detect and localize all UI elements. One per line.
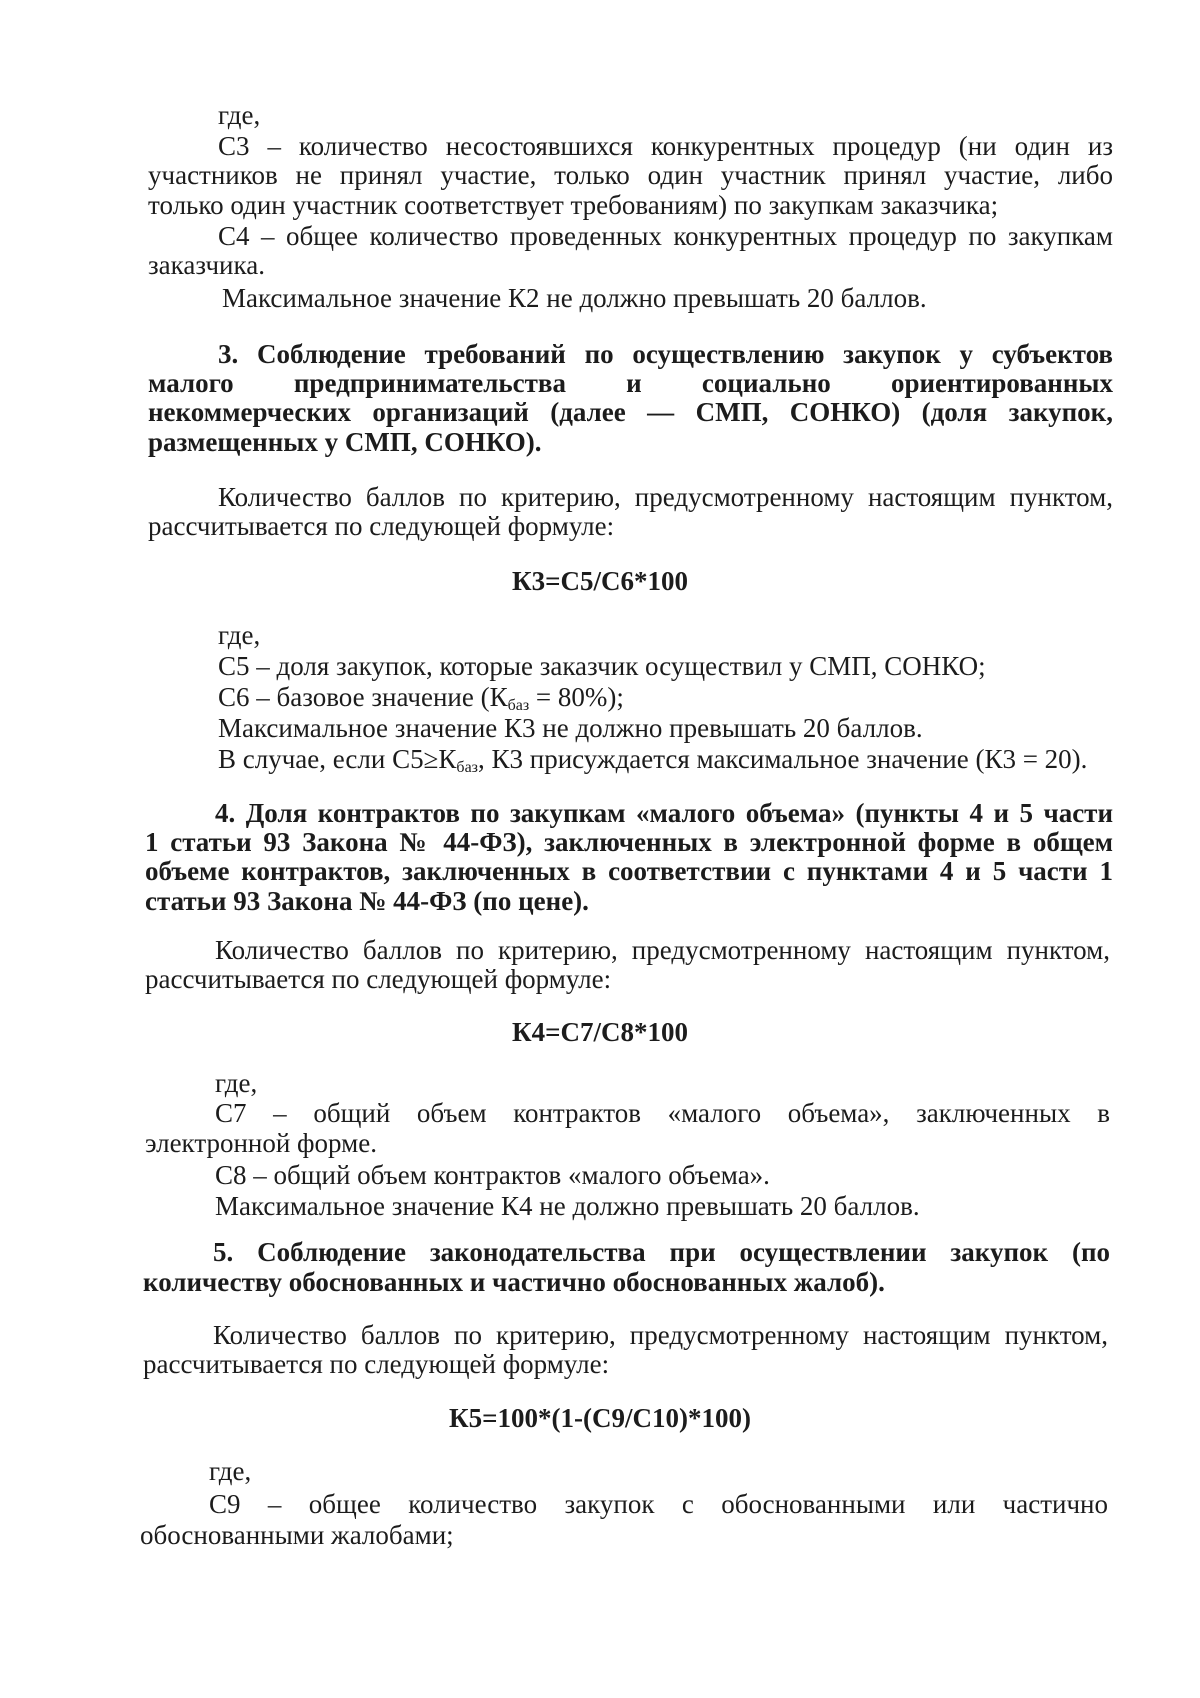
section-3-heading: некоммерческих организаций (далее — СМП, СОНКО) (доля закупок, <box>148 397 1113 427</box>
section-4-heading: статьи 93 Закона № 44-ФЗ (по цене). <box>145 886 589 916</box>
formula-k5: К5=100*(1-(С9/С10)*100) <box>449 1403 751 1433</box>
section-3-heading: 3. Соблюдение требований по осуществлению закупок у субъектов <box>218 339 1113 369</box>
text-segment: В случае, если С5≥К <box>218 744 457 774</box>
text-line <box>218 682 624 712</box>
text-line: С4 – общее количество проведенных конкурентных процедур по закупкам <box>218 221 1113 251</box>
formula-k4: К4=С7/С8*100 <box>512 1017 688 1047</box>
text-segment: С6 – базовое значение (К <box>218 682 508 712</box>
subscript: баз <box>507 697 530 714</box>
section-3-heading: малого предпринимательства и социально ориентированных <box>148 368 1113 398</box>
paragraph-line: рассчитывается по следующей формуле: <box>143 1349 610 1379</box>
text-segment: , К3 присуждается максимальное значение (К3 = 20). <box>477 744 1088 774</box>
text-line: С3 – количество несостоявшихся конкурентных процедур (ни один из <box>218 131 1113 161</box>
section-5-heading: 5. Соблюдение законодательства при осуществлении закупок (по <box>213 1237 1110 1267</box>
paragraph-line: Количество баллов по критерию, предусмотренному настоящим пунктом, <box>215 935 1110 965</box>
text-line: С7 – общий объем контрактов «малого объема», заключенных в <box>215 1098 1110 1128</box>
paragraph-line: Количество баллов по критерию, предусмотренному настоящим пунктом, <box>218 482 1113 512</box>
text-line: обоснованными жалобами; <box>140 1520 454 1550</box>
text-line: только один участник соответствует требованиям) по закупкам заказчика; <box>148 190 999 220</box>
max-value-note: Максимальное значение К4 не должно превышать 20 баллов. <box>215 1191 920 1221</box>
where-label: где, <box>215 1068 258 1098</box>
text-line: электронной форме. <box>145 1128 377 1158</box>
paragraph-line: рассчитывается по следующей формуле: <box>148 511 615 541</box>
text-segment: = 80%); <box>529 682 624 712</box>
text-line: С9 – общее количество закупок с обоснованными или частично <box>209 1489 1108 1519</box>
text-line: С8 – общий объем контрактов «малого объема». <box>215 1160 770 1190</box>
max-value-note: Максимальное значение К2 не должно превышать 20 баллов. <box>222 283 927 313</box>
where-label: где, <box>218 620 261 650</box>
paragraph-line: рассчитывается по следующей формуле: <box>145 964 612 994</box>
max-value-note: Максимальное значение К3 не должно превышать 20 баллов. <box>218 713 923 743</box>
text-line <box>218 744 1087 774</box>
section-4-heading: 1 статьи 93 Закона № 44-ФЗ), заключенных в электронной форме в общем <box>145 827 1113 857</box>
text-line: участников не принял участие, только один участник принял участие, либо <box>148 160 1113 190</box>
formula-k3: К3=С5/С6*100 <box>512 566 688 596</box>
section-5-heading: количеству обоснованных и частично обоснованных жалоб). <box>143 1267 885 1297</box>
text-line: заказчика. <box>148 250 265 280</box>
paragraph-line: Количество баллов по критерию, предусмотренному настоящим пунктом, <box>213 1320 1108 1350</box>
where-label: где, <box>209 1456 252 1486</box>
section-3-heading: размещенных у СМП, СОНКО). <box>148 427 542 457</box>
text-line: С5 – доля закупок, которые заказчик осуществил у СМП, СОНКО; <box>218 651 986 681</box>
section-4-heading: объеме контрактов, заключенных в соответствии с пунктами 4 и 5 части 1 <box>145 856 1113 886</box>
subscript: баз <box>456 759 478 776</box>
where-label: где, <box>218 100 261 130</box>
section-4-heading: 4. Доля контрактов по закупкам «малого объема» (пункты 4 и 5 части <box>215 798 1113 828</box>
